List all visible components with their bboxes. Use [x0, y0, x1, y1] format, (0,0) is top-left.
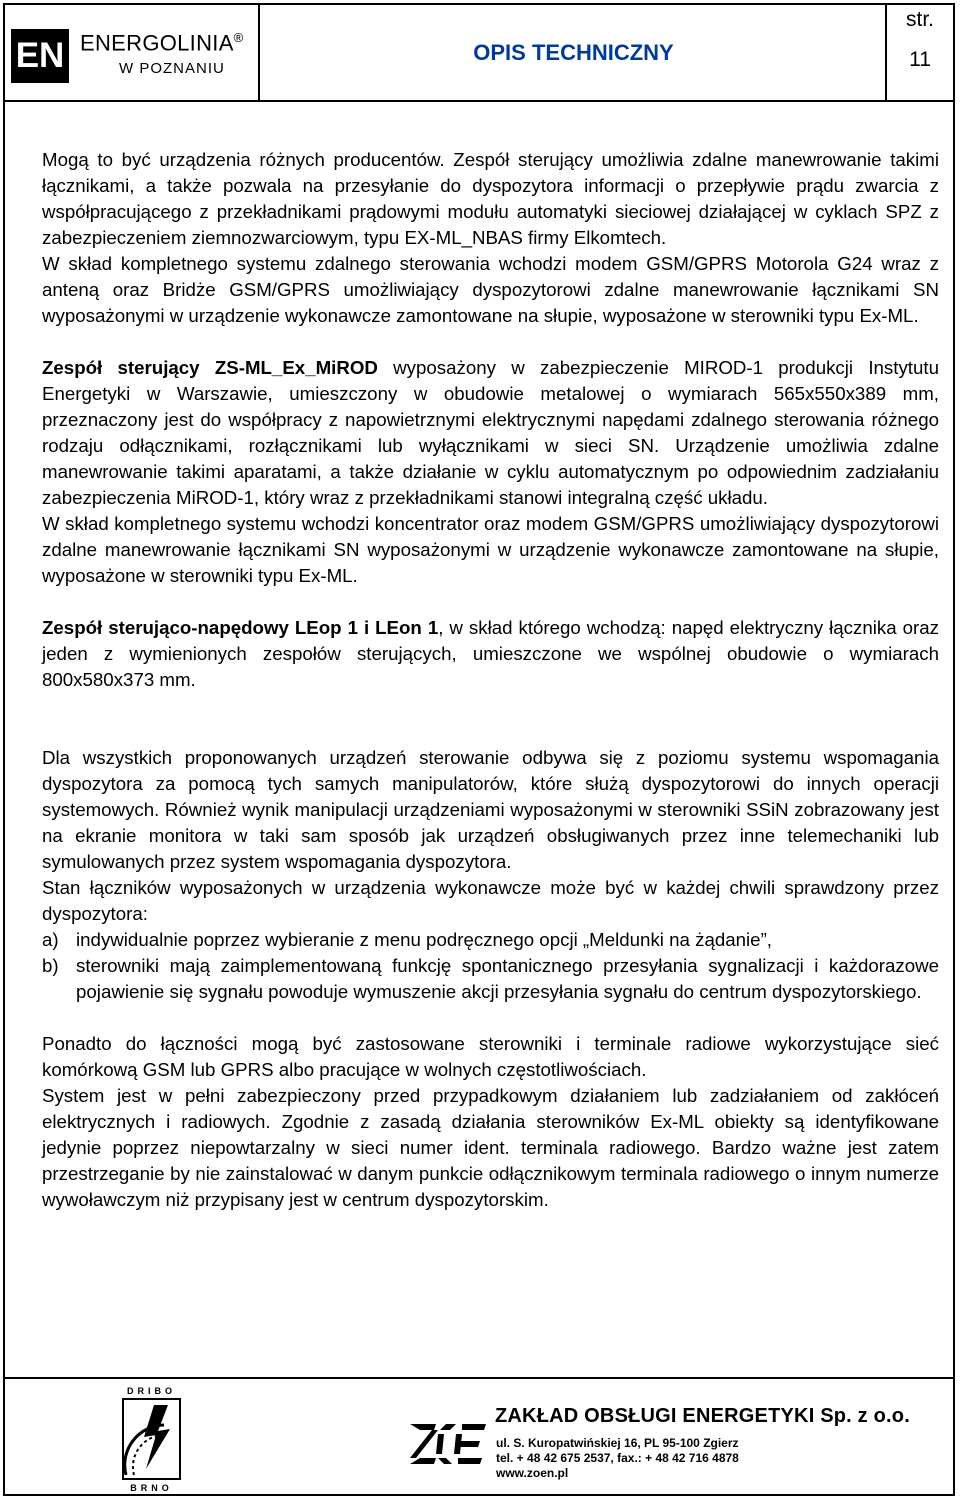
dribo-bottom-text: BRNO	[130, 1483, 173, 1493]
list-item	[42, 953, 939, 1005]
bold-term: Zespół sterująco-napędowy LEop 1 i LEon 1	[42, 617, 439, 638]
document-title: OPIS TECHNICZNY	[473, 40, 674, 65]
zoe-logo	[408, 1418, 488, 1468]
list-marker: b)	[42, 955, 59, 976]
company-name	[80, 30, 244, 56]
list-item	[42, 927, 939, 953]
address: ul. S. Kuropatwińskiej 16, PL 95-100 Zgierz	[496, 1436, 739, 1450]
dribo-logo	[114, 1385, 189, 1493]
phone-fax: tel. + 48 42 675 2537, fax.: + 48 42 716 4878	[496, 1451, 739, 1465]
page-label: str.	[905, 8, 934, 31]
paragraph: Stan łączników wyposażonych w urządzenia wykonawcze może być w każdej chwili sprawdzony przez dyspozytora:	[42, 877, 939, 924]
page-header	[3, 3, 955, 102]
footer-divider	[3, 1377, 955, 1379]
company-footer-contact	[496, 1436, 739, 1481]
paragraph-text: wyposażony w zabezpieczenie MIROD-1 produkcji Instytutu Energetyki w Warszawie, umieszczony w obudowie metalowej o wymiarach 565x550x389 mm, przeznaczony jest do współpracy z napowietrznymi elektrycznymi napędami zdalnego sterowania różnego rodzaju odłącznikami, rozłącznikami lub wyłącznikami w sieci SN. Urządzenie umożliwia zdalne manewrowanie takimi aparatami, a także działanie w cyklu automatycznym po odpowiednim zadziałaniu zabezpieczenia MiROD-1, który wraz z przekładnikami stanowi integralną część układu.	[42, 357, 939, 508]
list-marker: a)	[42, 929, 59, 950]
paragraph	[42, 355, 939, 511]
bold-term: Zespół sterujący ZS-ML_Ex_MiROD	[42, 357, 378, 378]
paragraph: Dla wszystkich proponowanych urządzeń sterowanie odbywa się z poziomu systemu wspomagania dyspozytora za pomocą tych samych manipulatorów, które służą dyspozytorowi do innych operacji systemowych. Również wynik manipulacji urządzeniami wyposażonymi w sterowniki SSiN zobrazowany jest na ekranie monitora w taki sam sposób jak urządzeń obsługiwanych przez inne telemechaniki lub symulowanych przez system wspomagania dyspozytora.	[42, 747, 939, 872]
paragraph: W skład kompletnego systemu wchodzi koncentrator oraz modem GSM/GPRS umożliwiający dyspozytorowi zdalne manewrowanie łącznikami SN wyposażonymi w urządzenie wykonawcze zamontowane na słupie, wyposażone w sterowniki typu Ex-ML.	[42, 513, 939, 586]
paragraph-text: , w skład którego wchodzą: napęd elektryczny łącznika oraz jeden z wymienionych zespołów sterujących, umieszczone we wspólnej obudowie o wymiarach 800x580x373 mm.	[42, 617, 939, 690]
header-divider	[258, 3, 260, 100]
company-name-text: ENERGOLINIA	[80, 30, 234, 56]
paragraph: Ponadto do łączności mogą być zastosowane sterowniki i terminale radiowe wykorzystujące sieć komórkową GSM lub GPRS albo pracujące w wolnych częstotliwościach.	[42, 1033, 939, 1080]
paragraph: Mogą to być urządzenia różnych producentów. Zespół sterujący umożliwia zdalne manewrowanie takimi łącznikami, a także pozwala na przesyłanie do dyspozytora informacji o przepływie prądu zwarcia z współpracującego z przekładnikami prądowymi modułu automatyki sieciowej działającej w cyklach SPZ z zabezpieczeniem ziemnozwarciowym, typu EX-ML_NBAS firmy Elkomtech.	[42, 149, 939, 248]
zoe-logo-text: ZOE	[408, 1418, 411, 1419]
website-link[interactable]: www.zoen.pl	[496, 1466, 569, 1480]
company-footer-name: ZAKŁAD OBSŁUGI ENERGETYKI Sp. z o.o.	[495, 1405, 910, 1427]
registered-mark: ®	[233, 30, 244, 45]
company-city: W POZNANIU	[119, 60, 225, 77]
en-logo: EN	[11, 29, 69, 83]
page-number: 11	[909, 48, 931, 71]
header-divider	[885, 3, 887, 100]
paragraph: System jest w pełni zabezpieczony przed przypadkowym działaniem lub zadziałaniem od zakłóceń elektrycznych i radiowych. Zgodnie z zasadą działania sterowników Ex-ML obiekty są identyfikowane jedynie poprzez niepowtarzalny w sieci numer ident. terminala radiowego. Bardzo ważne jest zatem przestrzeganie by nie zainstalować w danym punkcie odłącznikowym terminala radiowego o innym numerze wywoławczym niż przypisany jest w centrum dyspozytorskim.	[42, 1085, 939, 1210]
dribo-frame-icon	[123, 1399, 180, 1479]
list-item-text: sterowniki mają zaimplementowaną funkcję spontanicznego przesyłania sygnalizacji i każdorazowe pojawienie się sygnału powoduje wymuszenie akcji przesyłania sygnału do centrum dyspozytorskiego.	[76, 955, 939, 1002]
dribo-top-text: DRIBO	[127, 1386, 176, 1396]
paragraph	[42, 615, 939, 693]
document-body	[42, 147, 939, 1213]
list-item-text: indywidualnie poprzez wybieranie z menu podręcznego opcji „Meldunki na żądanie”,	[76, 929, 772, 950]
paragraph: W skład kompletnego systemu zdalnego sterowania wchodzi modem GSM/GPRS Motorola G24 wraz z anteną oraz Bridże GSM/GPRS umożliwiający dyspozytorowi zdalne manewrowanie łącznikami SN wyposażonymi w urządzenie wykonawcze zamontowane na słupie, wyposażone w sterowniki typu Ex-ML.	[42, 253, 939, 326]
lightning-icon	[144, 1405, 170, 1469]
